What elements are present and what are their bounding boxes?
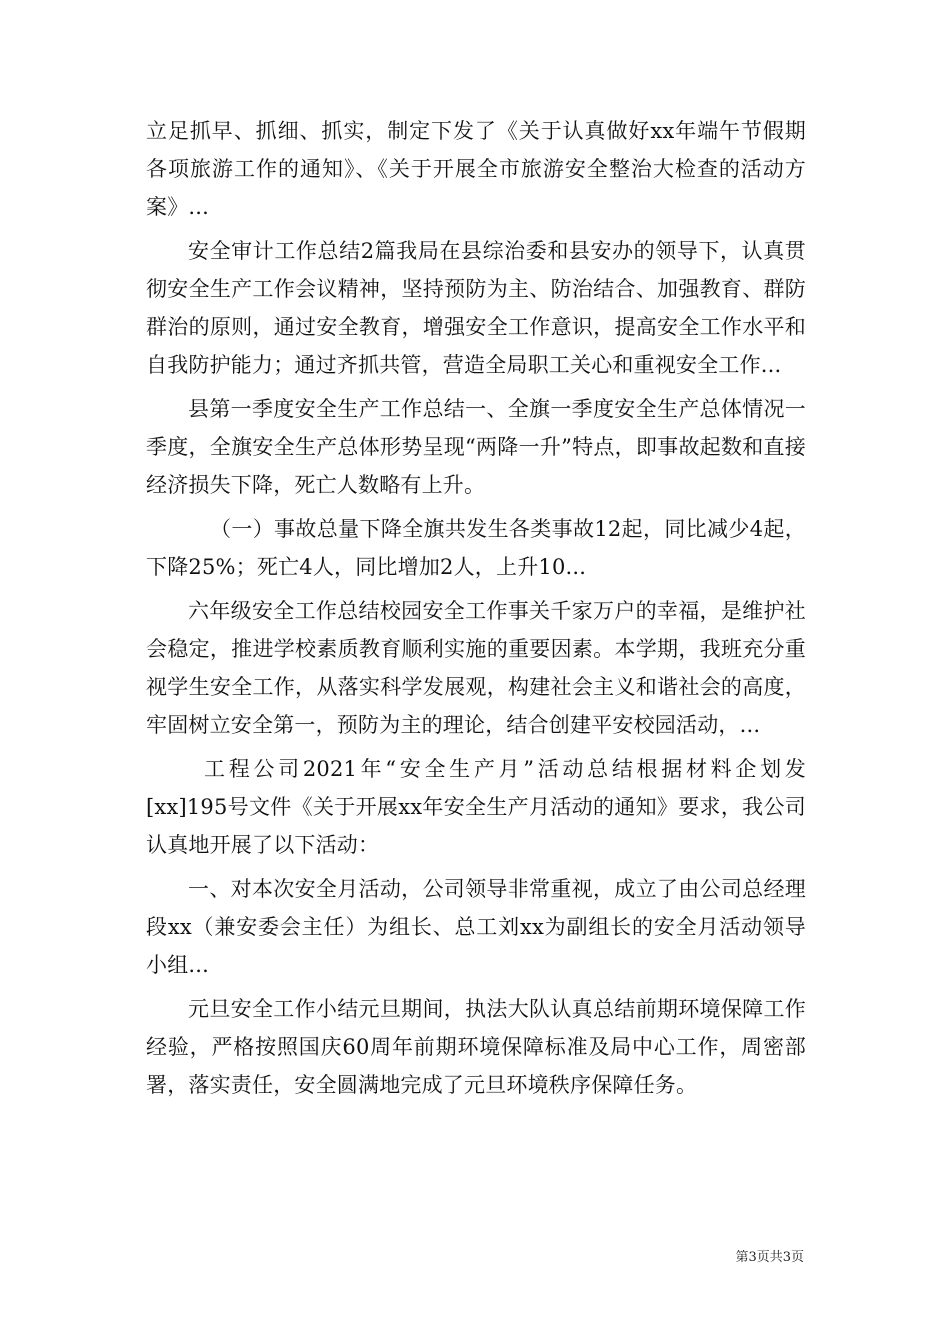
paragraph-4: （一）事故总量下降全旗共发生各类事故12起，同比减少4起，下降25%；死亡4人，同比增加2人，上升10... [146,517,806,579]
paragraph-7: 一、对本次安全月活动，公司领导非常重视，成立了由公司总经理段xx（兼安委会主任）为组长、总工刘xx为副组长的安全月活动领导小组... [146,877,806,977]
paragraph-1: 立足抓早、抓细、抓实，制定下发了《关于认真做好xx年端午节假期各项旅游工作的通知》、《关于开展全市旅游安全整治大检查的活动方案》... [146,119,806,219]
paragraph-5: 六年级安全工作总结校园安全工作事关千家万户的幸福，是维护社会稳定，推进学校素质教育顺利实施的重要因素。本学期，我班充分重视学生安全工作，从落实科学发展观，构建社会主义和谐社会的高度，牢固树立安全第一，预防为主的理论，结合创建平安校园活动，... [146,599,806,737]
paragraph-6: 工程公司2021年“安全生产月”活动总结根据材料企划发[xx]195号文件《关于开展xx年安全生产月活动的通知》要求，我公司认真地开展了以下活动： [146,757,806,857]
paragraph-3: 县第一季度安全生产工作总结一、全旗一季度安全生产总体情况一季度，全旗安全生产总体形势呈现“两降一升”特点，即事故起数和直接经济损失下降，死亡人数略有上升。 [146,397,806,497]
page-number: 第3页共3页 [735,1250,804,1265]
paragraph-2: 安全审计工作总结2篇我局在县综治委和县安办的领导下，认真贯彻安全生产工作会议精神，坚持预防为主、防治结合、加强教育、群防群治的原则，通过安全教育，增强安全工作意识，提高安全工作水平和自我防护能力；通过齐抓共管，营造全局职工关心和重视安全工作... [146,239,806,377]
paragraph-8: 元旦安全工作小结元旦期间，执法大队认真总结前期环境保障工作经验，严格按照国庆60周年前期环境保障标准及局中心工作，周密部署，落实责任，安全圆满地完成了元旦环境秩序保障任务。 [146,997,806,1097]
document-body [146,112,806,1110]
